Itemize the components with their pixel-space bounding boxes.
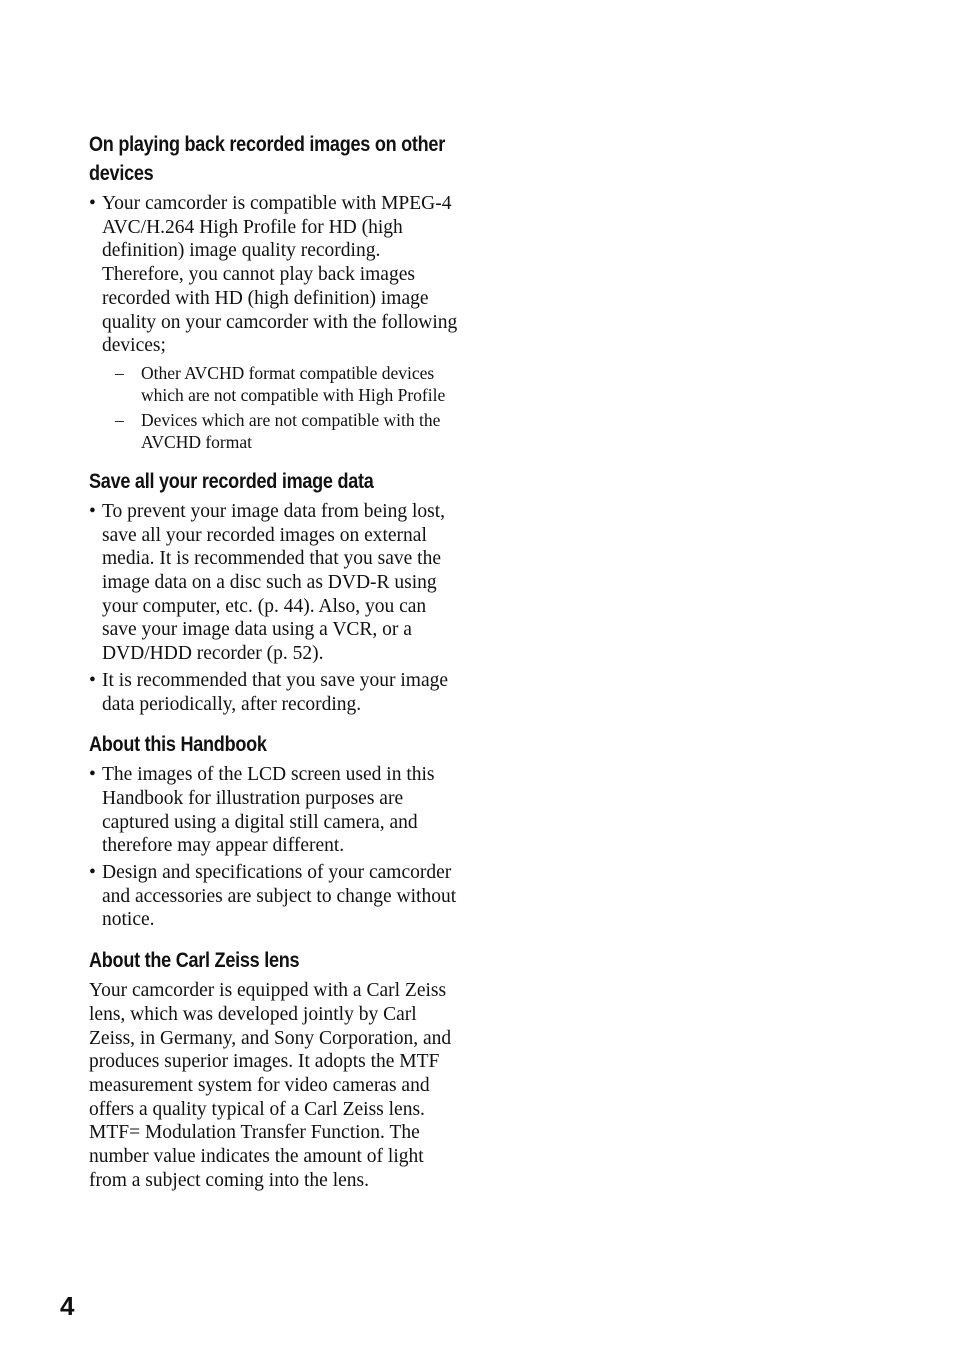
bullet-list (89, 192, 461, 453)
section-heading: On playing back recorded images on other devices (89, 133, 445, 185)
section-heading: Save all your recorded image data (89, 469, 374, 493)
bullet-list (89, 500, 461, 716)
sub-list (102, 362, 461, 453)
bullet-list (89, 763, 461, 932)
section-playback-devices (89, 130, 461, 453)
section-carl-zeiss (89, 946, 461, 1192)
body-paragraph: MTF= Modulation Transfer Function. The number value indicates the amount of light from a subject coming into the lens. (89, 1122, 424, 1191)
section-heading: About the Carl Zeiss lens (89, 949, 300, 973)
section-save-data (89, 467, 461, 716)
body-paragraph: Your camcorder is equipped with a Carl Zeiss lens, which was developed jointly by Carl Zeiss, in Germany, and Sony Corporation, and produces superior images. It adopts the MTF measurement system for video cameras and offers a quality typical of a Carl Zeiss lens. (89, 980, 452, 1120)
sub-list-item: – Other AVCHD format compatible devices which are not compatible with High Profile (115, 362, 461, 406)
list-item: • Design and specifications of your camcorder and accessories are subject to change without notice. (89, 861, 461, 932)
section-about-handbook (89, 730, 461, 932)
list-item: • It is recommended that you save your image data periodically, after recording. (89, 669, 461, 716)
list-item: • The images of the LCD screen used in this Handbook for illustration purposes are captured using a digital still camera, and therefore may appear different. (89, 763, 461, 858)
list-item (89, 192, 461, 453)
list-item-text: Your camcorder is compatible with MPEG-4 AVC/H.264 High Profile for HD (high definition) image quality recording. Therefore, you cannot play back images recorded with HD (high definition) image quality on your camcorder with the following devices; (102, 193, 458, 357)
sub-list-item: – Devices which are not compatible with the AVCHD format (115, 409, 461, 453)
main-column (89, 130, 461, 1207)
section-heading: About this Handbook (89, 733, 267, 757)
list-item: • To prevent your image data from being lost, save all your recorded images on external media. It is recommended that you save the image data on a disc such as DVD-R using your computer, etc. (p. 44). Also, you can save your image data using a VCR, or a DVD/HDD recorder (p. 52). (89, 500, 461, 666)
page-number: 4 (60, 1291, 75, 1321)
